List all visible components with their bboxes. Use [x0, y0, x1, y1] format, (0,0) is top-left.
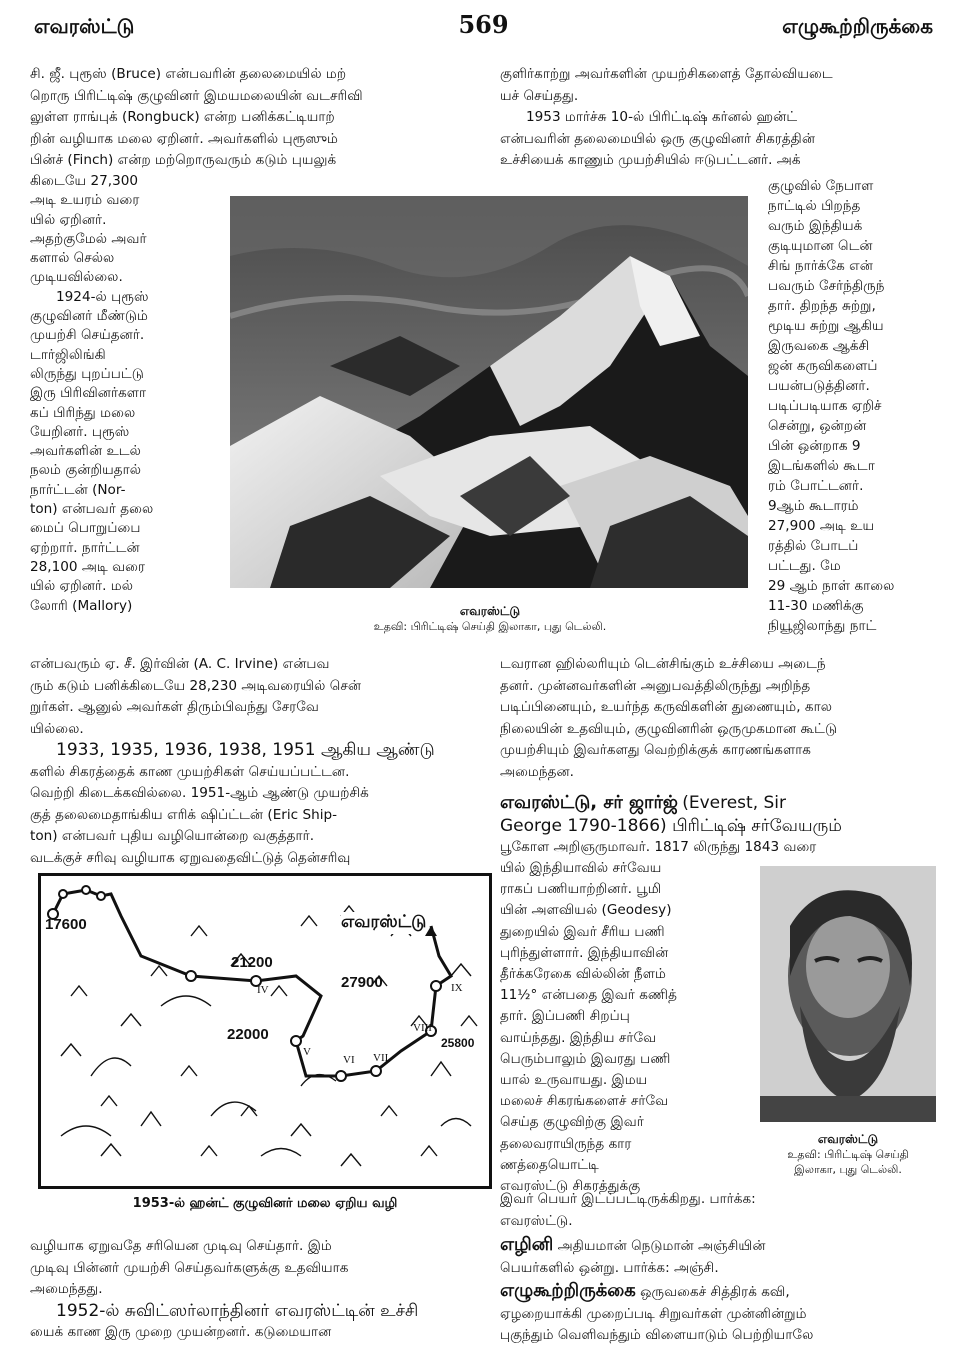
camp-numeral: V	[303, 1046, 311, 1058]
text-line: பின்ச் (Finch) என்ற மற்றொருவரும் கடும் புயலுக்	[30, 152, 337, 168]
camp-numeral: VI	[343, 1054, 355, 1066]
text-line: முயற்சியும் இவர்களது வெற்றிக்குக் காரணங்களாக	[500, 742, 812, 758]
text-line: மைப் பொறுப்பை	[30, 520, 141, 537]
text-line: யைக் காண இரு முறை முயன்றனர். கடுமையான	[30, 1324, 332, 1340]
entry-ezhukootrirukkai	[500, 1280, 940, 1347]
text-line: இடங்களில் கூடா	[768, 458, 875, 474]
text-line: முடிவு பின்னர் முயற்சி செய்தவர்களுக்கு உதவியாக	[30, 1259, 349, 1276]
text-line: 1952-ல் சுவிட்ஸர்லாந்தினர் எவரஸ்ட்டின் உச்சி	[56, 1300, 419, 1321]
text-line: பூகோள அறிஞருமாவர். 1817 லிருந்து 1843 வரை	[500, 839, 817, 855]
route-map	[38, 873, 492, 1189]
paragraph-1933	[30, 740, 480, 869]
left-narrow-column	[30, 172, 210, 616]
text-line: டார்ஜிலிங்கி	[30, 346, 106, 363]
text-line: நார்ட்டன் (Nor-	[30, 481, 126, 498]
entry-headword: எழுகூற்றிருக்கை	[500, 1280, 636, 1301]
text-line: ஒருவகைச் சித்திரக் கவி,	[640, 1284, 790, 1300]
running-head-left: எவரஸ்ட்டு	[34, 14, 135, 38]
text-line: களால் செல்ல	[30, 250, 115, 267]
text-line: படிப்படியாக ஏறிச்	[768, 398, 882, 414]
text-line: குத் தலைமைதாங்கிய எரிக் ஷிப்ட்டன் (Eric Ship-	[30, 806, 338, 823]
map-label: 27900	[341, 974, 383, 991]
map-label: 17600	[45, 916, 87, 933]
camp-numeral: IV	[257, 984, 269, 996]
text-line: 9ஆம் கூடாரம்	[768, 498, 859, 514]
text-line: குடியுமான டென்	[768, 238, 873, 254]
entry-ezhini	[500, 1234, 940, 1279]
text-line: எவரஸ்ட்டு.	[500, 1212, 573, 1229]
text-line: லிருந்து புறப்பட்டு	[30, 365, 144, 382]
text-line: தார். இப்பணி சிறப்பு	[500, 1008, 630, 1025]
text-line: வெற்றி கிடைக்கவில்லை. 1951-ஆம் ஆண்டு முயற்சிக்	[30, 785, 369, 801]
map-label: 25800	[441, 1036, 475, 1050]
portrait-illustration	[760, 866, 936, 1122]
camp-numeral: VIII	[413, 1022, 432, 1034]
text-line: நலம் குன்றியதால்	[30, 462, 142, 479]
left-after-photo-paragraph	[30, 654, 480, 740]
text-line: மூடிய சுற்று ஆகிய	[768, 318, 884, 334]
right-after-photo-paragraph	[500, 654, 940, 783]
text-line: வடக்குச் சரிவு வழியாக ஏறுவதைவிட்டுத் தென்சரிவு	[30, 849, 351, 866]
text-line: ton) என்பவர் தலை	[30, 501, 154, 518]
text-line: யில் இந்தியாவில் சர்வேய	[500, 860, 662, 876]
text-line: 29 ஆம் நாள் காலை	[768, 578, 895, 594]
text-line: 28,100 அடி வரை	[30, 558, 146, 575]
text-line: யால் உருவாயது. இமய	[500, 1072, 648, 1089]
caption-credit: இலாகா, புது டெல்லி.	[794, 1163, 902, 1176]
text-line: நாட்டில் பிறந்த	[768, 198, 861, 214]
text-line: கப் பிரிந்து மலை	[30, 404, 136, 421]
text-line: ஜன் கருவிகளைப்	[768, 358, 878, 374]
text-line: முடியவில்லை.	[30, 269, 123, 286]
text-line: ton) என்பவர் புதிய வழியொன்றை வகுத்தார்.	[30, 828, 315, 844]
everest-photo	[230, 196, 748, 588]
text-line: யில் ஏறினர்.	[30, 211, 107, 228]
camp-numeral: VII	[373, 1052, 389, 1064]
text-line: யின் அளவியல் (Geodesy)	[500, 902, 672, 919]
text-line: றுர்கள். ஆனுல் அவர்கள் திரும்பிவந்து சேரவே	[30, 699, 319, 715]
text-line: ராகப் பணியாற்றினர். பூமி	[500, 881, 662, 898]
text-line: பவரும் சேர்ந்திருந்	[768, 278, 885, 294]
text-line: தலைவராயிருந்த கார	[500, 1135, 632, 1152]
text-line: இவர் பெயர் இடப்பட்டிருக்கிறது. பார்க்க:	[500, 1191, 756, 1207]
entry-headword: எவரஸ்ட்டு, சர் ஜார்ஜ்	[500, 792, 678, 813]
text-line: களில் சிகரத்தைக் காண முயற்சிகள் செய்யப்பட்டன.	[30, 763, 350, 780]
text-line: லுள்ள ராங்புக் (Rongbuck) என்ற பனிக்கட்டியாற்	[30, 109, 335, 125]
entry-everest-george-narrow	[500, 858, 748, 1197]
text-line: ணத்தையொட்டி	[500, 1156, 599, 1173]
text-line: வரும் இந்தியக்	[768, 218, 863, 234]
right-narrow-column	[768, 176, 940, 636]
text-line: யில் ஏறினர். மல்	[30, 578, 133, 595]
text-line: அவர்களின் உடல்	[30, 443, 141, 460]
text-line: டவரான ஹில்லரியும் டென்சிங்கும் உச்சியை அடைந்	[500, 656, 826, 672]
text-line: வாய்ந்தது. இந்திய சர்வே	[500, 1029, 657, 1046]
text-line: சிங் நார்க்கே என்	[768, 258, 873, 274]
page-number: 569	[458, 10, 509, 39]
text-line: 11½° என்பதை இவர் கணித்	[500, 987, 677, 1004]
mountain-photo-illustration	[230, 196, 748, 588]
text-line: பயன்படுத்தினர்.	[768, 378, 870, 394]
text-line: மலைச் சிகரங்களைச் சர்வே	[500, 1093, 669, 1110]
text-line: துறையில் இவர் சீரிய பணி	[500, 923, 665, 940]
map-caption: 1953-ல் ஹன்ட் குழுவினர் மலை ஏறிய வழி	[132, 1196, 398, 1211]
text-line: றின் வழியாக மலை ஏறினர். அவர்களில் புரூஸும்	[30, 130, 338, 147]
text-line: பெரும்பாலும் இவரது பணி	[500, 1050, 671, 1067]
text-line: வழியாக ஏறுவதே சரியென முடிவு செய்தார். இம்	[30, 1238, 332, 1254]
text-line: (Everest, Sir	[682, 793, 787, 813]
everest-portrait	[760, 866, 936, 1122]
caption-credit: உதவி: பிரிட்டிஷ் செய்தி	[787, 1148, 909, 1161]
text-line: அமைந்தது.	[30, 1281, 103, 1297]
text-line: தீர்க்கரேகை வில்லின் நீளம்	[500, 966, 666, 983]
text-line: முயற்சி செய்தனர்.	[30, 327, 145, 344]
text-line: தார். திறந்த சுற்று,	[768, 298, 876, 314]
text-line: லோரி (Mallory)	[30, 597, 133, 614]
right-top-paragraph	[500, 64, 940, 172]
text-line: ரத்தில் போடப்	[768, 538, 859, 554]
text-line: 27,900 அடி உய	[768, 518, 875, 534]
portrait-caption	[748, 1132, 948, 1178]
text-line: 1933, 1935, 1936, 1938, 1951 ஆகிய ஆண்டு	[56, 740, 435, 760]
text-line: புகுந்தும் வெளிவந்தும் விளையாடும் பெற்றியாலே	[500, 1327, 814, 1343]
text-line: அடி உயரம் வரை	[30, 192, 140, 209]
text-line: குளிர்காற்று அவர்களின் முயற்சிகளைத் தோல்வியடை	[500, 66, 833, 82]
caption-title: எவரஸ்ட்டு	[817, 1132, 879, 1146]
text-line: 1924-ல் புரூஸ்	[56, 288, 149, 305]
text-line: குழுவில் நேபாள	[768, 178, 874, 194]
text-line: யேறினர். புரூஸ்	[30, 423, 130, 440]
text-line: சென்று, ஒன்றன்	[768, 418, 867, 434]
left-top-paragraph	[30, 64, 480, 172]
text-line: பட்டது. மே	[768, 558, 841, 574]
text-line: செய்த குழுவிற்கு இவர்	[500, 1114, 644, 1131]
text-line: புரிந்துள்ளார். இந்தியாவின்	[500, 944, 669, 961]
text-line: றொரு பிரிட்டிஷ் குழுவினர் இமயமலையின் வடசரிவி	[30, 87, 363, 104]
text-line: இருவகை ஆக்சி	[768, 338, 870, 354]
camp-numeral: IX	[451, 982, 463, 994]
text-line: என்பவரின் தலைமையில் ஒரு குழுவினர் சிகரத்தின்	[500, 130, 816, 147]
entry-everest-george-tail	[500, 1189, 940, 1232]
text-line: சி. ஜீ. புரூஸ் (Bruce) என்பவரின் தலைமையில் மற்	[30, 66, 347, 82]
text-line: பெயர்களில் ஒன்று. பார்க்க: அஞ்சி.	[500, 1259, 719, 1276]
photo-caption	[330, 604, 650, 635]
text-line: 1953 மார்ச்சு 10-ல் பிரிட்டிஷ் கர்னல் ஹன்ட்	[526, 109, 798, 125]
text-line: 11-30 மணிக்கு	[768, 598, 864, 614]
text-line: குழுவினர் மீண்டும்	[30, 308, 148, 325]
text-line: ரம் போட்டனர்.	[768, 478, 864, 494]
map-label: 21200	[231, 954, 273, 971]
text-line: தனர். முன்னவர்களின் அனுபவத்திலிருந்து அறிந்த	[500, 677, 811, 694]
text-line: கிடையே 27,300	[30, 173, 139, 189]
text-line: எவரஸ்ட்டு சிகரத்துக்கு	[500, 1178, 641, 1195]
text-line: படிப்பினையும், உயர்ந்த கருவிகளின் துணையும், கால	[500, 699, 832, 715]
text-line: யில்லை.	[30, 720, 84, 737]
map-label-everest: எவரஸ்ட்டு	[341, 912, 427, 932]
text-line: இரு பிரிவினர்களா	[30, 385, 147, 402]
text-line: அதியமான் நெடுமான் அஞ்சியின்	[557, 1238, 766, 1254]
entry-everest-george	[500, 792, 940, 859]
text-line: பின் ஒன்றாக 9	[768, 438, 861, 454]
text-line: அமைந்தன.	[500, 763, 574, 780]
map-label: 22000	[227, 1026, 269, 1043]
entry-headword: எழினி	[500, 1234, 554, 1255]
text-line: ஏற்றார். நார்ட்டன்	[30, 539, 140, 556]
text-line: அதற்குமேல் அவர்	[30, 230, 147, 247]
text-line: ஏழறையாக்கி முறைப்படி சிறுவர்கள் முன்னின்றும்	[500, 1305, 807, 1322]
text-line: ரும் கடும் பனிக்கிடையே 28,230 அடிவரையில் சென்	[30, 677, 362, 694]
caption-title: எவரஸ்ட்டு	[459, 604, 521, 618]
text-line: உச்சியைக் காணும் முயற்சியில் ஈடுபட்டனர். அக்	[500, 152, 801, 168]
caption-credit: உதவி: பிரிட்டிஷ் செய்தி இலாகா, புது டெல்லி.	[373, 620, 607, 633]
text-line: யச் செய்தது.	[500, 87, 579, 104]
text-line: George 1790-1866) பிரிட்டிஷ் சர்வேயரும்	[500, 815, 842, 836]
running-head-right: எழுகூற்றிருக்கை	[782, 14, 933, 38]
left-bottom-paragraph	[30, 1236, 480, 1344]
text-line: நியூஜிலாந்து நாட்	[768, 618, 877, 634]
text-line: நிலையின் உதவியும், குழுவினரின் ஒருமுகமான கூட்டு	[500, 720, 838, 737]
text-line: என்பவரும் ஏ. சீ. இர்வின் (A. C. Irvine) என்பவ	[30, 656, 330, 672]
